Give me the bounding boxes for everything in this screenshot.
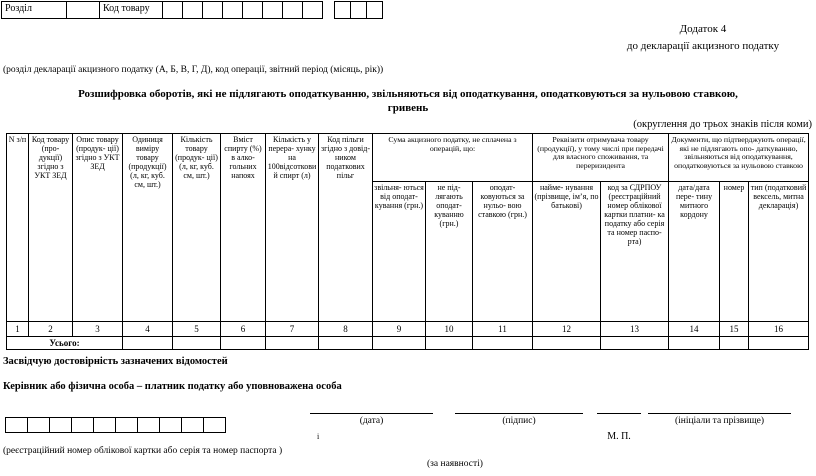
- reg-number-box[interactable]: [93, 417, 116, 433]
- col-header-number: N з/п: [7, 134, 29, 322]
- group-header-recipient-details: Реквізити отримувача товару (продукції), у тому числі при передачі для власного споживання, та переризидента: [533, 134, 669, 182]
- col-number: 6: [221, 322, 266, 337]
- col-number: 12: [533, 322, 601, 337]
- col-number: 9: [373, 322, 426, 337]
- header-note: (розділ декларації акцизного податку (А, Б, В, Г, Д), код операції, звітний період (місяць, рік)): [3, 65, 384, 75]
- operation-code-box[interactable]: [366, 1, 383, 19]
- reg-number-box[interactable]: [181, 417, 204, 433]
- col-number: 3: [73, 322, 123, 337]
- product-code-box[interactable]: [202, 1, 223, 19]
- col-number: 10: [426, 322, 473, 337]
- section-label: Розділ: [1, 1, 67, 19]
- col-number: 11: [473, 322, 533, 337]
- totals-cell[interactable]: [426, 337, 473, 350]
- product-code-box[interactable]: [242, 1, 263, 19]
- reg-number-box[interactable]: [159, 417, 182, 433]
- reg-number-box[interactable]: [115, 417, 138, 433]
- col-header-quantity: Кількість товару (продук- ції) (л, кг, куб. см, шт.): [173, 134, 221, 322]
- appendix-number: Додаток 4: [679, 23, 727, 35]
- col-number: 2: [29, 322, 73, 337]
- product-code-box[interactable]: [282, 1, 303, 19]
- section-code-strip: [1, 1, 323, 19]
- col-header-pure-alcohol: Кількість у перера- хунку на 100відсотковий спирт (л): [266, 134, 319, 322]
- appendix-heading: [592, 21, 814, 55]
- reg-number-note: (реєстраційний номер облікової картки або серія та номер паспорта ): [3, 446, 283, 456]
- main-table: [6, 133, 809, 350]
- availability-note: (за наявності): [427, 459, 483, 469]
- rounding-note: (округлення до трьох знаків після коми): [633, 119, 812, 130]
- product-code-box[interactable]: [162, 1, 183, 19]
- col-number: 8: [319, 322, 373, 337]
- date-signature-line[interactable]: [310, 413, 433, 414]
- col-header-unit: Одиниця виміру товару (продукції) (л, кг, куб. см, шт.): [123, 134, 173, 322]
- signature-line[interactable]: [455, 413, 583, 414]
- operation-code-boxes: [334, 1, 383, 19]
- totals-cell[interactable]: [533, 337, 601, 350]
- reg-number-box[interactable]: [27, 417, 50, 433]
- reg-number-box[interactable]: [137, 417, 160, 433]
- subheader-recipient-code: код за СДРПОУ (реєстраційний номер облікової картки платни- ка податку або серія та номер паспо- рта): [601, 182, 669, 322]
- totals-cell[interactable]: [373, 337, 426, 350]
- totals-label: Усього:: [7, 337, 123, 350]
- product-code-box[interactable]: [262, 1, 283, 19]
- subheader-document-number: номер: [720, 182, 749, 322]
- footnote-mark: і: [317, 432, 320, 441]
- col-number: 4: [123, 322, 173, 337]
- group-header-tax-sum: Сума акцизного податку, не сплачена з операцій, що:: [373, 134, 533, 182]
- col-header-alcohol-content: Вміст спирту (%) в алко- гольних напоях: [221, 134, 266, 322]
- initials-label: (ініціали та прізвище): [674, 416, 765, 426]
- col-number: 15: [720, 322, 749, 337]
- totals-cell[interactable]: [266, 337, 319, 350]
- subheader-document-date: дата/дата пере- тину митного кордону: [669, 182, 720, 322]
- col-number: 7: [266, 322, 319, 337]
- subheader-recipient-name: найме- нування (прізвище, ім’я, по батькові): [533, 182, 601, 322]
- subheader-zero-rate: оподат- ковуються за нульо- вою ставкою (грн.): [473, 182, 533, 322]
- subheader-exempt: звільня- ються від оподат- кування (грн.): [373, 182, 426, 322]
- initials-line[interactable]: [648, 413, 791, 414]
- reg-number-box[interactable]: [203, 417, 226, 433]
- totals-cell[interactable]: [601, 337, 669, 350]
- signer-role: Керівник або фізична особа – платник податку або уповноважена особа: [3, 381, 342, 392]
- totals-cell[interactable]: [720, 337, 749, 350]
- totals-cell[interactable]: [473, 337, 533, 350]
- stamp-line[interactable]: [597, 413, 641, 414]
- col-number: 13: [601, 322, 669, 337]
- signature-label: (підпис): [502, 416, 536, 426]
- totals-cell[interactable]: [669, 337, 720, 350]
- col-header-benefit-code: Код пільги згідно з довід- ником податкових пільг: [319, 134, 373, 322]
- product-code-box[interactable]: [302, 1, 323, 19]
- operation-code-box[interactable]: [334, 1, 351, 19]
- appendix-subtitle: до декларації акцизного податку: [626, 40, 780, 53]
- col-header-product-code: Код товару (про- дукції) згідно з УКТ ЗЕД: [29, 134, 73, 322]
- reg-number-boxes: [5, 417, 226, 433]
- group-header-documents: Документи, що підтверджують операції, які не підлягають опо- даткуванню, звільняються від оподаткування, оподатковуються за нульовою ставкою: [669, 134, 809, 182]
- subheader-document-type: тип (податковий вексель, митна декларація): [749, 182, 809, 322]
- product-code-box[interactable]: [182, 1, 203, 19]
- date-label: (дата): [359, 416, 384, 426]
- totals-cell[interactable]: [173, 337, 221, 350]
- product-code-box[interactable]: [222, 1, 243, 19]
- col-number: 1: [7, 322, 29, 337]
- certify-statement: Засвідчую достовірність зазначених відомостей: [3, 356, 228, 367]
- product-code-label: Код товару: [99, 1, 163, 19]
- reg-number-box[interactable]: [71, 417, 94, 433]
- subheader-not-taxable: не під- лягають оподат- куванню (грн.): [426, 182, 473, 322]
- section-input-box[interactable]: [66, 1, 100, 19]
- totals-cell[interactable]: [319, 337, 373, 350]
- col-number: 14: [669, 322, 720, 337]
- stamp-label: М. П.: [607, 431, 631, 442]
- reg-number-box[interactable]: [5, 417, 28, 433]
- reg-number-box[interactable]: [49, 417, 72, 433]
- operation-code-box[interactable]: [350, 1, 367, 19]
- totals-cell[interactable]: [123, 337, 173, 350]
- col-number: 16: [749, 322, 809, 337]
- totals-cell[interactable]: [221, 337, 266, 350]
- col-header-product-description: Опис товару (продук- ції) згідно з УКТ ЗЕД: [73, 134, 123, 322]
- page-title-line2: гривень: [387, 102, 429, 114]
- page-title-line1: Розшифровка оборотів, які не підлягають оподаткуванню, звільняються від оподаткування, оподатковуються за нульовою ставкою,: [78, 88, 738, 100]
- totals-cell[interactable]: [749, 337, 809, 350]
- col-number: 5: [173, 322, 221, 337]
